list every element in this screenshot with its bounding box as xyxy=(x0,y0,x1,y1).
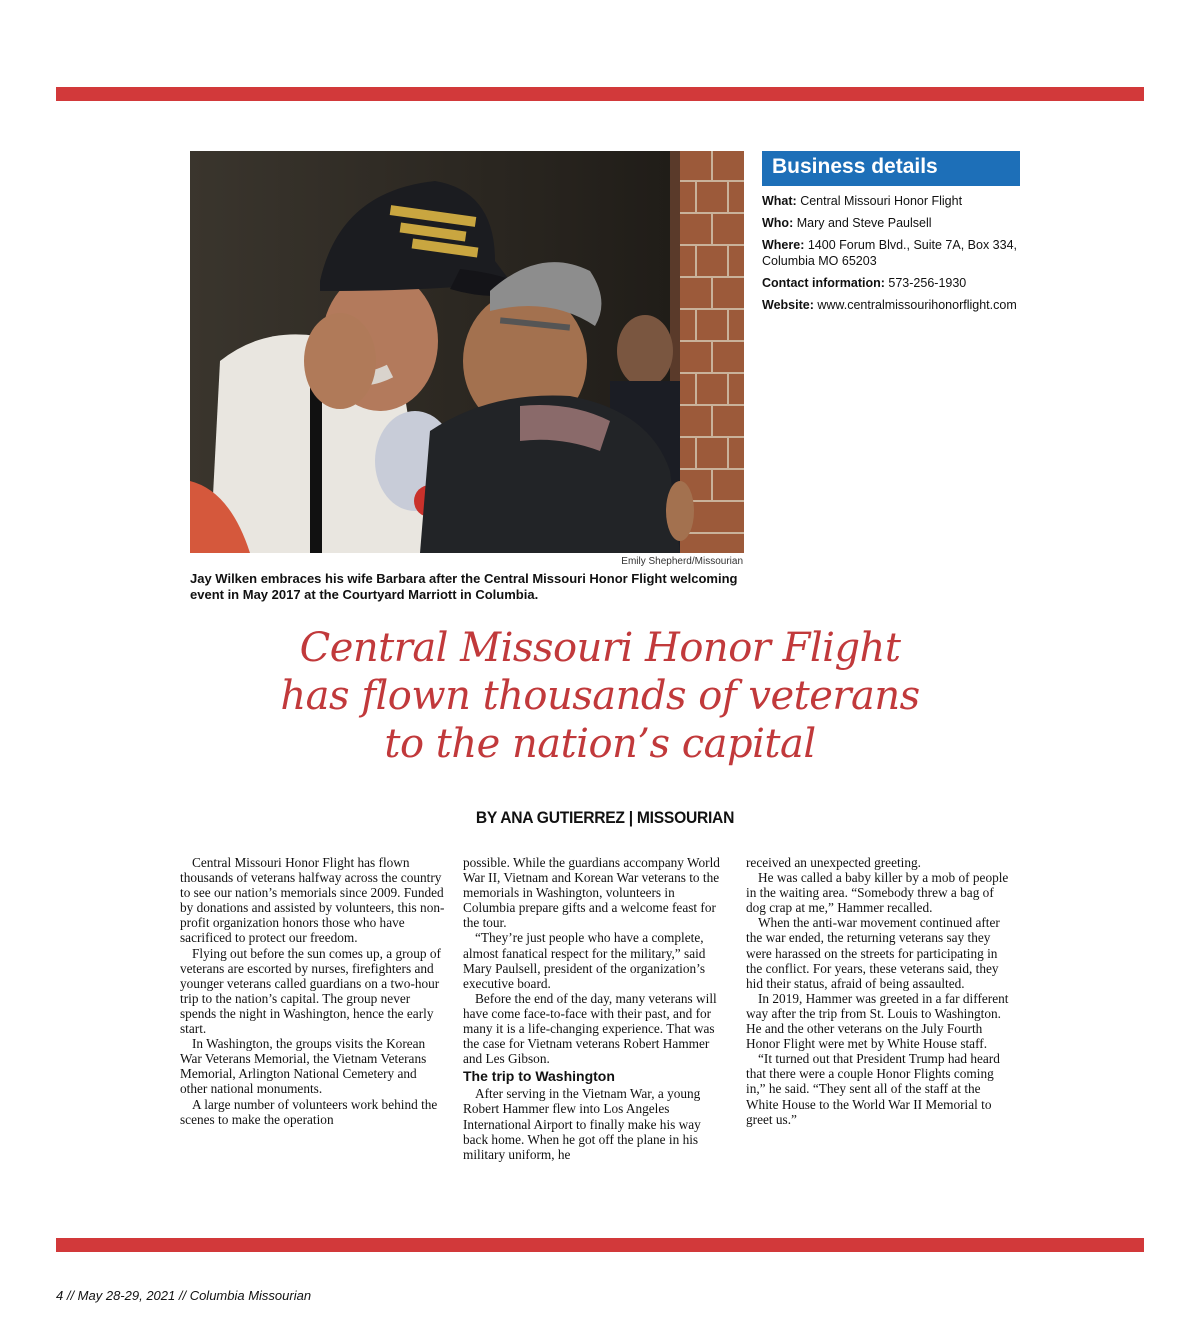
paragraph: In 2019, Hammer was greeted in a far different way after the trip from St. Louis to Washington. He and the other veterans on the July Fourth Honor Flight were met by White House staff. xyxy=(746,990,1009,1052)
subhead: The trip to Washington xyxy=(463,1068,615,1085)
what-label: What: xyxy=(762,194,797,208)
top-red-rule xyxy=(56,87,1144,101)
article-column-2 xyxy=(463,855,729,1162)
website-link[interactable]: www.centralmissourihonorflight.com xyxy=(817,298,1017,312)
paragraph: A large number of volunteers work behind the scenes to make the operation xyxy=(180,1096,438,1127)
paragraph: Flying out before the sun comes up, a group of veterans are escorted by nurses, firefighters and younger veterans called guardians on a two-hour trip to the nation’s capital. The group never spends the night in Washington, hence the early start. xyxy=(180,945,441,1037)
paragraph: Before the end of the day, many veterans will have come face-to-face with their past, and for many it is a life-changing experience. That was the case for Vietnam veterans Robert Hammer and Les Gibson. xyxy=(463,990,717,1067)
bottom-red-rule xyxy=(56,1238,1144,1252)
paragraph: When the anti-war movement continued after the war ended, the returning veterans say they were harassed on the streets for participating in the conflict. For years, these veterans said, they hid their status, afraid of being assaulted. xyxy=(746,915,1000,991)
article-photo xyxy=(190,151,744,553)
contact-label: Contact information: xyxy=(762,276,885,290)
business-details-header: Business details xyxy=(762,151,1020,186)
who-label: Who: xyxy=(762,216,794,230)
business-details-box xyxy=(762,193,1024,319)
paragraph: After serving in the Vietnam War, a young Robert Hammer flew into Los Angeles International Airport to finally make his way back home. When he got off the plane in his military uniform, he xyxy=(463,1086,701,1162)
article-column-3 xyxy=(746,855,1012,1127)
byline: BY ANA GUTIERREZ | MISSOURIAN xyxy=(475,808,735,827)
article-column-1 xyxy=(180,855,446,1127)
page-folio: 4 // May 28-29, 2021 // Columbia Missourian xyxy=(56,1288,312,1303)
paragraph: In Washington, the groups visits the Korean War Veterans Memorial, the Vietnam Veterans Memorial, Arlington National Cemetery and other national monuments. xyxy=(180,1036,427,1097)
headline-line-1: Central Missouri Honor Flight xyxy=(299,625,901,671)
business-what xyxy=(762,193,1024,209)
paragraph: Central Missouri Honor Flight has flown thousands of veterans halfway across the country to see our nation’s memorials since 2009. Funded by donations and assisted by volunteers, this non-profit organization honors those who have sacrificed to protect our freedom. xyxy=(180,855,445,946)
business-website xyxy=(762,297,1024,313)
business-where xyxy=(762,237,1024,269)
photo-caption: Jay Wilken embraces his wife Barbara after the Central Missouri Honor Flight welcoming event in May 2017 at the Courtyard Marriott in Columbia. xyxy=(190,571,738,602)
what-value: Central Missouri Honor Flight xyxy=(800,194,963,208)
contact-value: 573-256-1930 xyxy=(888,276,967,290)
photo-credit: Emily Shepherd/Missourian xyxy=(621,556,743,567)
business-who xyxy=(762,215,1024,231)
paragraph: “It turned out that President Trump had heard that there were a couple Honor Flights coming in,” he said. “They sent all of the staff at the White House to the World War II Memorial to greet us.” xyxy=(746,1051,1000,1127)
photo-illustration xyxy=(190,151,744,553)
paragraph: “They’re just people who have a complete, almost fanatical respect for the military,” said Mary Paulsell, president of the organization’s executive board. xyxy=(463,930,706,991)
headline-line-2: has flown thousands of veterans xyxy=(280,673,920,719)
website-label: Website: xyxy=(762,298,814,312)
where-value: 1400 Forum Blvd., Suite 7A, Box 334, Columbia MO 65203 xyxy=(762,238,1018,268)
article-headline xyxy=(200,624,1000,768)
paragraph: He was called a baby killer by a mob of people in the waiting area. “Somebody threw a bag of dog crap at me,” Hammer recalled. xyxy=(746,870,1009,916)
paragraph: received an unexpected greeting. xyxy=(746,855,921,870)
business-contact xyxy=(762,275,1024,291)
where-label: Where: xyxy=(762,238,805,252)
who-value: Mary and Steve Paulsell xyxy=(796,216,932,230)
headline-line-3: to the nation’s capital xyxy=(384,721,816,767)
paragraph: possible. While the guardians accompany World War II, Vietnam and Korean War veterans to the memorials in Washington, volunteers in Columbia prepare gifts and a welcome feast for the tour. xyxy=(463,855,720,931)
